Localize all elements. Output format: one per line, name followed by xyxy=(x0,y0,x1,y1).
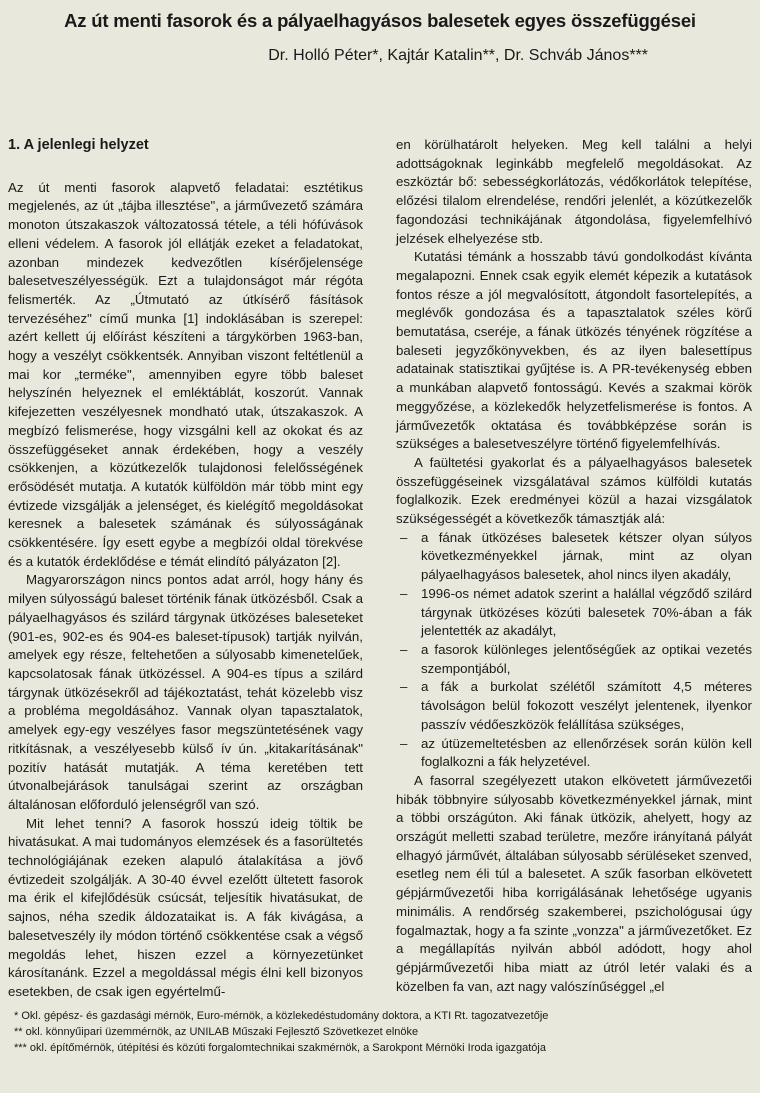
bullet-list xyxy=(396,529,752,772)
footnote: ** okl. könnyűipari üzemmérnök, az UNILAB Műszaki Fejlesztő Szövetkezet elnöke xyxy=(14,1026,419,1038)
body-paragraph: Magyarországon nincs pontos adat arról, hogy hány és milyen súlyosságú baleset történik fának ütközésből. Csak a pályaelhagyásos és szilárd tárgynak ütközéses baleseteket (901-es, 902-es és 904-es baleset-típusok) tartják nyilván, amelyek egy része, feltehetően a súlyosabb kimenetelűek, kapcsolatosak fának ütközéssel. A 904-es típus a szilárd tárgynak ütközésekről ad tájékoztatást, tehát közelebb visz a probléma megoldásához. Vannak olyan tapasztalatok, amelyek egy-egy veszélyes fasor megszüntetésének vagy ritkításnak, a veszélyesebb külső ív ún. „kitakarításának" pozitív hatását mutatják. A téma keretében tett útvonalbejárások tanulságai szerint az országban általánosan előforduló jelenségről van szó. xyxy=(8,572,363,812)
body-paragraph: Kutatási témánk a hosszabb távú gondolkodást kívánta megalapozni. Ennek csak egyik elemét képezik a kutatások fontos része a jól megvalósított, átgondolt fasortelepítés, a meglévők gondozása és a tapasztalatok széles körű bemutatása, cseréje, a fának ütközés tényének rögzítése a baleseti jegyzőkönyvekben, és az ilyen balesettípus adatainak statisztikai gyűjtése is. A PR-tevékenység ebben a munkában alapvető fontosságú. Kevés a szakmai körök meggyőzése, a közlekedők helyzetfelismerése is fontos. A járművezetők oktatása és továbbképzése során is szükséges a balesetveszélyre történő figyelemfelhívás. xyxy=(396,249,752,452)
list-item: – a fák a burkolat szélétől számított 4,5 méteres távolságon belül fokozott veszélyt jelentenek, ilyenkor passzív védőeszközök felállítása szükséges, xyxy=(396,678,752,734)
list-item: – az útüzemeltetésben az ellenőrzések során külön kell foglalkozni a fák helyzetével. xyxy=(396,735,752,772)
section-heading: 1. A jelenlegi helyzet xyxy=(8,137,149,153)
right-column xyxy=(396,136,752,996)
body-paragraph: en körülhatárolt helyeken. Meg kell találni a helyi adottságoknak leginkább megfelelő megoldásokat. Az eszköztár bő: sebességkorlátozás, védőkorlátok telepítése, előzési tilalom elrendelése, rendőri jelenlét, a közútkezelők fagondozási technikájának átgondolása, figyelemfelhívó jelzések elhelyezése stb. xyxy=(396,137,752,246)
footnote: * Okl. gépész- és gazdasági mérnök, Euro-mérnök, a közlekedéstudomány doktora, a KTI Rt. tagozatvezetője xyxy=(14,1010,549,1022)
list-item: – a fának ütközéses balesetek kétszer olyan súlyos következményekkel járnak, mint az olyan pályaelhagyásos balesetek, ahol nincs ilyen akadály, xyxy=(396,529,752,585)
body-paragraph: A faültetési gyakorlat és a pályaelhagyásos balesetek összefüggéseinek vizsgálatával számos külföldi kutatás foglalkozik. Ezek eredményei közül a hazai vizsgálatok szükségességét a következők támasztják alá: xyxy=(396,454,752,527)
list-item: – 1996-os német adatok szerint a halállal végződő szilárd tárgynak ütközéses közúti balesetek 70%-ában a fák jelentették az akadályt, xyxy=(396,585,752,641)
article-title: Az út menti fasorok és a pályaelhagyásos balesetek egyes összefüggései xyxy=(64,10,696,31)
list-item: – a fasorok különleges jelentőségűek az optikai vezetés szempontjából, xyxy=(396,641,752,678)
footnotes xyxy=(14,1008,754,1056)
footnote: *** okl. építőmérnök, útépítési és közúti forgalomtechnikai szakmérnök, a Sarokpont Mérnöki Iroda igazgatója xyxy=(14,1042,546,1054)
body-paragraph: Mit lehet tenni? A fasorok hosszú ideig töltik be hivatásukat. A mai tudományos elemzések és a fasorültetés technológiájának ezeken alapuló átalakítása a jövő évtizedeit szolgálják. A 30-40 évvel ezelőtt ültetett fasorok ma érik el kifejlődésük csúcsát, teljesítik hivatásukat, de sajnos, néha szedik áldozataikat is. A fák kivágása, a balesetveszély ily módon történő csökkentése csak a végső megoldás lehet, hiszen ezzel a környezetünket károsítanánk. Ezzel a megoldással mégis élni kell bizonyos esetekben, de csak igen egyértelmű- xyxy=(8,815,363,999)
body-paragraph: A fasorral szegélyezett utakon elkövetett járművezetői hibák többnyire súlyosabb következményekkel járnak, mint a többi országúton. Aki fának ütközik, ahelyett, hogy az országút melletti szabad területre, mezőre irányítaná pályát elhagyó járművét, általában súlyosabb sérüléseket szenved, esetleg nem éli túl a balesetet. A szűk fasorban elkövetett gépjárművezetői hiba korrigálásának lehetősége ugyanis minimális. A rendőrség szakemberei, pszichológusai úgy fogalmaztak, hogy a fa szinte „vonzza" a járművezetőket. Ez a megállapítás nyilván abból adódott, hogy ahol gépjárművezetői hiba miatt az útról letér valaki és a közelben fa van, azt nagy valószínűséggel „el xyxy=(396,772,752,994)
body-paragraph: Az út menti fasorok alapvető feladatai: esztétikus megjelenés, az út „tájba illesztése", a járművezető számára monoton útszakaszok változatossá tétele, a téli hófúvások elleni védelem. A fasorok jól ellátják ezeket a feladatokat, azonban mindezek kedvezőtlen kísérőjelensége balesetveszélyességük. Ezt a tulajdonságot már régóta felismerték. Az „Útmutató az útkísérő fásítások tervezéséhez" című munka [1] indoklásában is szerepel: azért kellett új előírást készíteni a tárgykörben 1963-ban, hogy a veszélyt csökkentsék. Annyiban viszont feltétlenül a mai kor „terméke", amennyiben egyre több baleset helyszínén helyeznek el emléktáblát, koszorút. Vannak kifejezetten veszélyesnek mondható utak, útszakaszok. A megbízó felismerése, hogy vizsgálni kell az okokat és az összefüggéseket annak érdekében, hogy a veszély csökkenjen, a közútkezelők tulajdonosi felelősségének erősödését mutatja. A kutatók külföldön már több mint egy évtizede vizsgálják a jelenséget, és kielégítő megoldásokat keresnek a balesetek számának és súlyosságának csökkentésére. Így esett egybe a megbízói oldal törekvése és a kutatók érdeklődése e témát elindító pályázaton [2]. xyxy=(8,179,363,569)
left-column xyxy=(8,136,363,1002)
author-line: Dr. Holló Péter*, Kajtár Katalin**, Dr. Schváb János*** xyxy=(268,47,648,64)
